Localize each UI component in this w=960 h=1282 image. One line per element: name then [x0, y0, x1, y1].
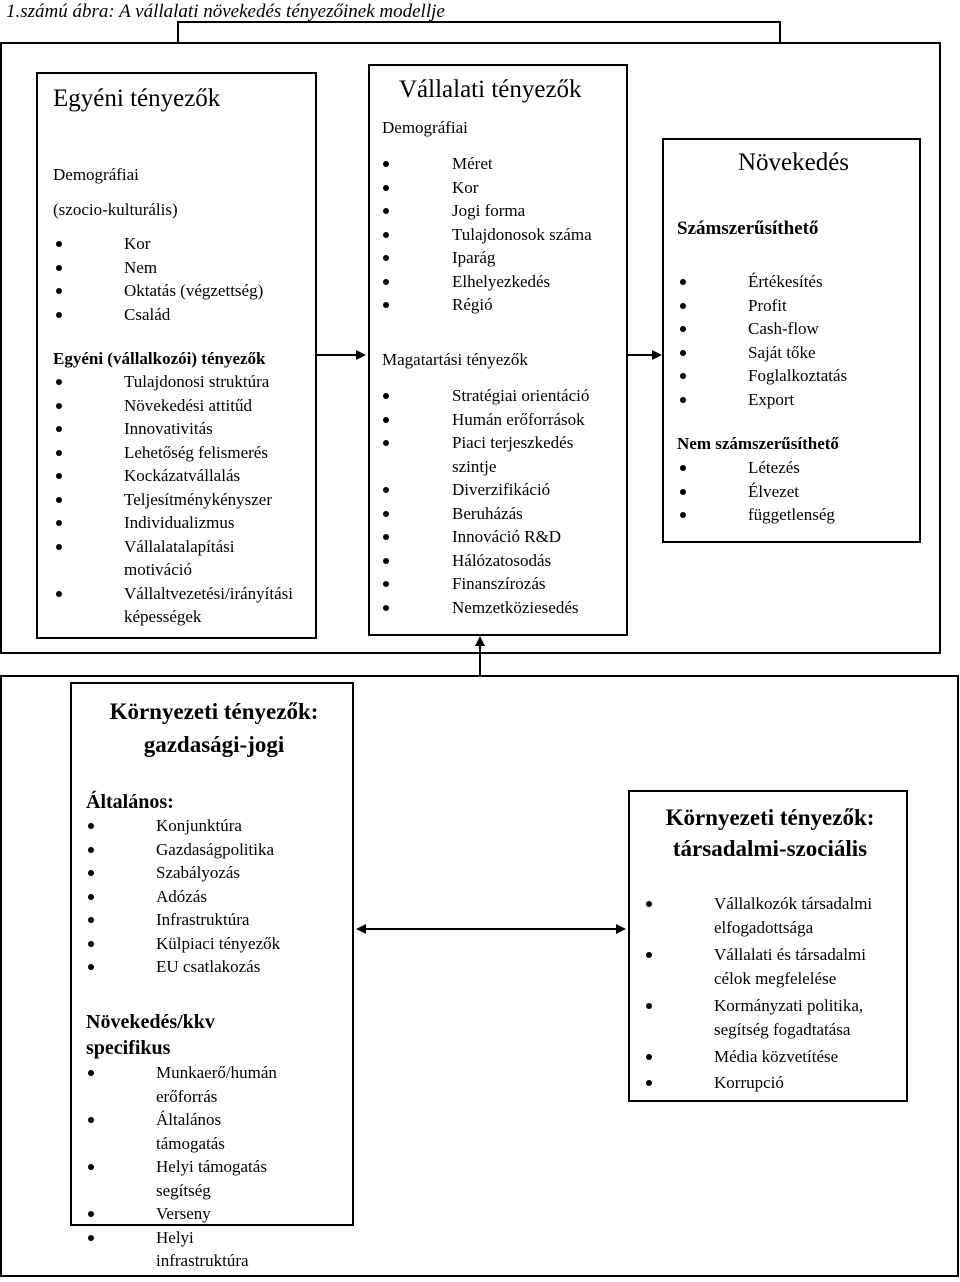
bullet-icon [646, 1080, 652, 1086]
growth-quant-label: Számszerűsíthető [677, 218, 819, 239]
growth-heading: Növekedés [737, 149, 850, 176]
arrowhead-up [475, 636, 485, 646]
list-item [382, 525, 592, 549]
list-item [382, 502, 592, 526]
bullet-icon [680, 326, 686, 332]
list-item [86, 861, 348, 885]
list-item-label: Korrupció [714, 1072, 784, 1092]
bullet-icon [88, 894, 94, 900]
env-econ-general-label: Általános: [86, 791, 174, 813]
list-item [54, 256, 309, 280]
env-econ-heading-1: Környezeti tényezők: [109, 699, 319, 724]
list-item-label: Hálózatosodás [452, 550, 552, 570]
list-item-label: Finanszírozás [452, 574, 546, 593]
list-item [54, 535, 294, 582]
individual-entre-list [54, 370, 309, 629]
bullet-icon [383, 232, 389, 238]
bullet-icon [383, 161, 389, 167]
company-heading: Vállalati tényezők [399, 76, 582, 103]
individual-demo-sub: (szocio-kulturális) [53, 200, 178, 219]
list-item-label: Szabályozás [156, 863, 241, 882]
list-item-label: Humán erőforrások [452, 409, 585, 429]
list-item-label: Elhelyezkedés [452, 271, 551, 291]
arrowhead-company [356, 350, 366, 360]
bullet-icon [56, 520, 62, 526]
list-item [644, 943, 902, 990]
list-item-label: Teljesítménykényszer [124, 489, 272, 509]
list-item [382, 246, 622, 270]
list-item-label: Adózás [156, 886, 207, 906]
list-item-label: Beruházás [452, 503, 523, 523]
bullet-icon [383, 581, 389, 587]
list-item [86, 1155, 286, 1202]
bullet-icon [88, 870, 94, 876]
bullet-icon [88, 1164, 94, 1170]
list-item [382, 384, 592, 408]
individual-factors-box [36, 72, 317, 639]
bullet-icon [383, 302, 389, 308]
list-item [678, 294, 913, 318]
figure-title: 1.számú ábra: A vállalati növekedés tényezőinek modellje [6, 1, 445, 22]
list-item [644, 994, 902, 1041]
list-item-label: Cash-flow [748, 319, 819, 338]
list-item-label: Általános támogatás [156, 1110, 225, 1153]
list-item-label: Innováció R&D [452, 527, 562, 546]
list-item-label: Vállaltvezetési/irányítási képességek [124, 583, 293, 626]
list-item-label: Régió [452, 295, 493, 314]
list-item [86, 932, 348, 956]
list-item-label: Növekedési attitűd [124, 395, 252, 415]
list-item-label: Profit [748, 295, 787, 315]
company-behav-label: Magatartási tényezők [382, 350, 528, 369]
company-factors-box [368, 64, 628, 636]
env-econ-specific-label-1: Növekedés/kkv [86, 1011, 215, 1033]
bullet-icon [680, 373, 686, 379]
list-item [678, 456, 913, 480]
bullet-icon [680, 397, 686, 403]
list-item-label: Vállalatalapítási motiváció [124, 536, 235, 579]
list-item [678, 388, 913, 412]
list-item-label: Helyi infrastruktúra [156, 1227, 249, 1270]
bullet-icon [680, 303, 686, 309]
list-item-label: Kor [124, 234, 151, 253]
company-behav-list [382, 384, 622, 619]
bullet-icon [56, 288, 62, 294]
list-item-label: Saját tőke [748, 342, 816, 362]
list-item-label: Foglalkoztatás [748, 366, 848, 385]
list-item-label: Tulajdonosok száma [452, 224, 592, 244]
list-item [54, 582, 294, 629]
bullet-icon [88, 847, 94, 853]
list-item [644, 1071, 902, 1095]
list-item [644, 1045, 902, 1069]
list-item-label: Munkaerő/humán erőforrás [156, 1063, 277, 1106]
env-social-heading-2: társadalmi-szociális [672, 836, 868, 861]
list-item [382, 152, 622, 176]
bullet-icon [680, 465, 686, 471]
list-item-label: Verseny [156, 1204, 211, 1223]
list-item [86, 1061, 286, 1108]
list-item-label: Média közvetítése [714, 1047, 839, 1066]
arrowhead-left [356, 924, 366, 934]
list-item [86, 1226, 286, 1273]
env-social-box [628, 790, 908, 1102]
list-item [382, 478, 592, 502]
bullet-icon [383, 279, 389, 285]
list-item [54, 488, 294, 512]
list-item [54, 464, 294, 488]
list-item [54, 232, 309, 256]
growth-nonquant-list [678, 456, 913, 527]
bullet-icon [56, 241, 62, 247]
growth-nonquant-label: Nem számszerűsíthető [677, 434, 839, 453]
list-item [86, 1202, 286, 1226]
growth-quant-list [678, 270, 913, 411]
list-item [382, 293, 622, 317]
list-item [86, 885, 348, 909]
env-econ-general-list [86, 814, 348, 979]
bullet-icon [646, 1003, 652, 1009]
individual-heading: Egyéni tényezők [53, 85, 221, 112]
list-item-label: Stratégiai orientáció [452, 386, 590, 405]
growth-box [662, 138, 921, 543]
individual-entre-label: Egyéni (vállalkozói) tényezők [53, 349, 266, 368]
env-econ-heading-2: gazdasági-jogi [143, 732, 285, 757]
list-item-label: Iparág [452, 248, 496, 267]
list-item-label: Létezés [748, 458, 800, 477]
bullet-icon [680, 512, 686, 518]
list-item [382, 431, 592, 478]
list-item [382, 176, 622, 200]
list-item [86, 955, 348, 979]
list-item-label: Infrastruktúra [156, 910, 250, 929]
list-item [678, 480, 913, 504]
bullet-icon [383, 487, 389, 493]
list-item-label: Piaci terjeszkedés szintje [452, 433, 574, 476]
bullet-icon [383, 255, 389, 261]
list-item [86, 1108, 286, 1155]
bullet-icon [88, 964, 94, 970]
list-item-label: Méret [452, 154, 493, 173]
individual-demo-label: Demográfiai [53, 165, 139, 184]
list-item [382, 596, 592, 620]
bullet-icon [56, 497, 62, 503]
list-item-label: Család [124, 304, 171, 324]
env-social-list [644, 892, 902, 1094]
list-item [54, 417, 294, 441]
list-item-label: EU csatlakozás [156, 957, 261, 976]
list-item [644, 892, 902, 939]
arrowhead-right [616, 924, 626, 934]
list-item-label: Lehetőség felismerés [124, 442, 268, 462]
bullet-icon [383, 534, 389, 540]
bullet-icon [680, 489, 686, 495]
list-item-label: Élvezet [748, 481, 799, 501]
list-item-label: Konjunktúra [156, 816, 242, 835]
list-item-label: Értékesítés [748, 272, 823, 291]
bullet-icon [88, 1235, 94, 1241]
bullet-icon [88, 1211, 94, 1217]
list-item [382, 572, 592, 596]
bullet-icon [56, 591, 62, 597]
list-item [382, 223, 622, 247]
list-item-label: Diverzifikáció [452, 480, 551, 499]
list-item-label: Helyi támogatás segítség [156, 1157, 267, 1200]
env-social-heading-1: Környezeti tényezők: [665, 805, 875, 830]
list-item-label: Tulajdonosi struktúra [124, 372, 270, 391]
bullet-icon [383, 558, 389, 564]
list-item [54, 394, 294, 418]
list-item [678, 341, 913, 365]
bullet-icon [680, 279, 686, 285]
list-item-label: Nem [124, 257, 158, 277]
bullet-icon [383, 393, 389, 399]
list-item-label: Vállalkozók társadalmi elfogadottsága [714, 894, 873, 937]
list-item [54, 370, 294, 394]
list-item [678, 317, 913, 341]
list-item-label: Kor [452, 177, 479, 197]
bullet-icon [56, 473, 62, 479]
list-item [678, 503, 913, 527]
list-item-label: Kormányzati politika, segítség fogadtatása [714, 996, 864, 1039]
bullet-icon [88, 1117, 94, 1123]
feedback-loop-line [178, 22, 780, 43]
bullet-icon [56, 265, 62, 271]
bullet-icon [383, 185, 389, 191]
bullet-icon [383, 208, 389, 214]
bullet-icon [646, 901, 652, 907]
list-item [382, 549, 592, 573]
list-item [678, 270, 913, 294]
list-item-label: Nemzetköziesedés [452, 597, 579, 617]
bullet-icon [88, 823, 94, 829]
list-item [54, 279, 309, 303]
list-item-label: Kockázatvállalás [124, 466, 241, 485]
list-item [86, 814, 348, 838]
env-economic-box [70, 682, 354, 1270]
bullet-icon [88, 941, 94, 947]
list-item-label: függetlenség [748, 505, 835, 524]
bullet-icon [383, 511, 389, 517]
list-item [86, 838, 348, 862]
bullet-icon [383, 605, 389, 611]
list-item [54, 303, 309, 327]
list-item [382, 199, 622, 223]
list-item-label: Individualizmus [124, 513, 235, 532]
list-item [678, 364, 913, 388]
arrowhead-growth [652, 350, 662, 360]
bullet-icon [646, 952, 652, 958]
list-item-label: Vállalati és társadalmi célok megfelelése [714, 945, 866, 988]
list-item-label: Oktatás (végzettség) [124, 281, 264, 300]
company-demo-label: Demográfiai [382, 118, 468, 137]
env-econ-specific-list [86, 1061, 348, 1273]
individual-demo-list [54, 232, 309, 326]
bullet-icon [88, 1070, 94, 1076]
list-item [382, 408, 592, 432]
bullet-icon [680, 350, 686, 356]
bullet-icon [56, 426, 62, 432]
list-item [382, 270, 622, 294]
bullet-icon [56, 379, 62, 385]
list-item-label: Export [748, 389, 795, 409]
list-item-label: Innovativitás [124, 419, 213, 438]
bullet-icon [383, 417, 389, 423]
list-item-label: Külpiaci tényezők [156, 933, 281, 953]
list-item-label: Jogi forma [452, 201, 526, 220]
list-item [54, 441, 294, 465]
env-econ-specific-label-2: specifikus [86, 1037, 171, 1059]
bullet-icon [56, 544, 62, 550]
bullet-icon [56, 450, 62, 456]
bullet-icon [56, 403, 62, 409]
bullet-icon [646, 1054, 652, 1060]
list-item-label: Gazdaságpolitika [156, 839, 275, 859]
list-item [86, 908, 348, 932]
bullet-icon [383, 440, 389, 446]
bullet-icon [56, 312, 62, 318]
list-item [54, 511, 294, 535]
bullet-icon [88, 917, 94, 923]
company-demo-list [382, 152, 622, 317]
